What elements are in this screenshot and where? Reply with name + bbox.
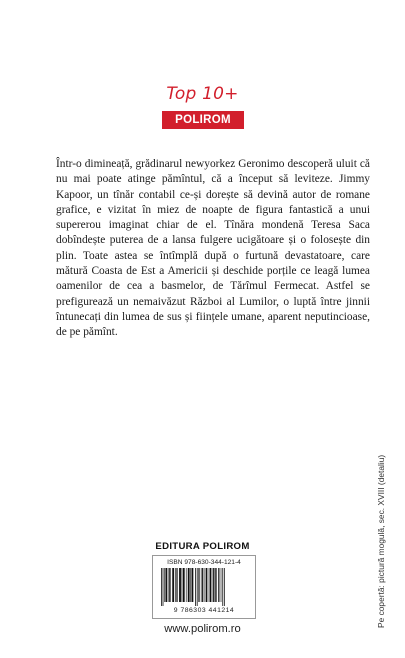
barcode-bar <box>206 568 207 602</box>
barcode-bar <box>163 568 164 606</box>
barcode-bar <box>177 568 178 602</box>
barcode-digits: 9 786303 441214 <box>173 607 235 614</box>
barcode-bar <box>186 568 187 602</box>
barcode-bar <box>179 568 181 602</box>
barcode-bar <box>164 568 165 602</box>
barcode-bar <box>216 568 217 602</box>
barcode-bar <box>161 568 162 606</box>
publisher-website: www.polirom.ro <box>164 623 241 635</box>
series-title: Top 10+ <box>166 84 239 104</box>
barcode-bar <box>218 568 219 602</box>
barcode-bar <box>175 568 176 602</box>
barcode-bar <box>213 568 214 602</box>
barcode-bar <box>215 568 216 602</box>
barcode-bar <box>195 568 196 606</box>
isbn-number: ISBN 978-630-344-121-4 <box>167 559 241 566</box>
barcode-bar <box>197 568 198 606</box>
barcode-bar <box>202 568 203 602</box>
barcode-bar <box>205 568 206 602</box>
barcode-bar <box>183 568 185 602</box>
barcode-graphic <box>160 568 248 606</box>
barcode-bar <box>190 568 191 602</box>
barcode-bar <box>224 568 225 606</box>
barcode-bar <box>198 568 199 602</box>
barcode-bar <box>188 568 190 602</box>
barcode-bar <box>222 568 223 606</box>
brand-badge: POLIROM <box>162 111 244 129</box>
barcode-bar <box>201 568 202 602</box>
barcode-bar <box>169 568 170 602</box>
barcode-bar <box>182 568 183 602</box>
barcode-bar <box>172 568 174 602</box>
cover-credit: Pe copertă: pictură mogulă, sec. XVIII (detaliu) <box>376 454 386 628</box>
barcode-bar <box>191 568 193 602</box>
barcode-bar <box>210 568 212 602</box>
barcode-bar <box>165 568 167 602</box>
barcode-bar <box>170 568 171 602</box>
blurb-text: Într-o dimineață, grădinarul newyorkez Geronimo descoperă uluit că nu mai poate atinge pămîntul, că a început să leviteze. Jimmy Kapoor, un tînăr contabil ce-și dorește să devină autor de romane grafice, e vizitat în miez de noapte de figura fantastică a unui supererou imaginat chiar de el. Tînăra mondenă Teresa Saca dobîndește puterea de a lansa fulgere ucigătoare și o folosește din plin. Toate astea se întîmplă după o furtună devastatoare, care mătură Coasta de Est a Americii și deschide porțile ce leagă lumea oamenilor de cea a basmelor, de Tărîmul Fermecat. Astfel se prefigurează un nemaivăzut Război al Lumilor, o luptă între jinnii întunecați din lumea de sus și ființele umane, aparent neputincioase, de pe pămînt. <box>56 158 370 339</box>
publisher-name: EDITURA POLIROM <box>155 541 250 552</box>
barcode-bar <box>208 568 209 602</box>
isbn-barcode-block <box>152 555 256 619</box>
barcode-bar <box>221 568 222 602</box>
